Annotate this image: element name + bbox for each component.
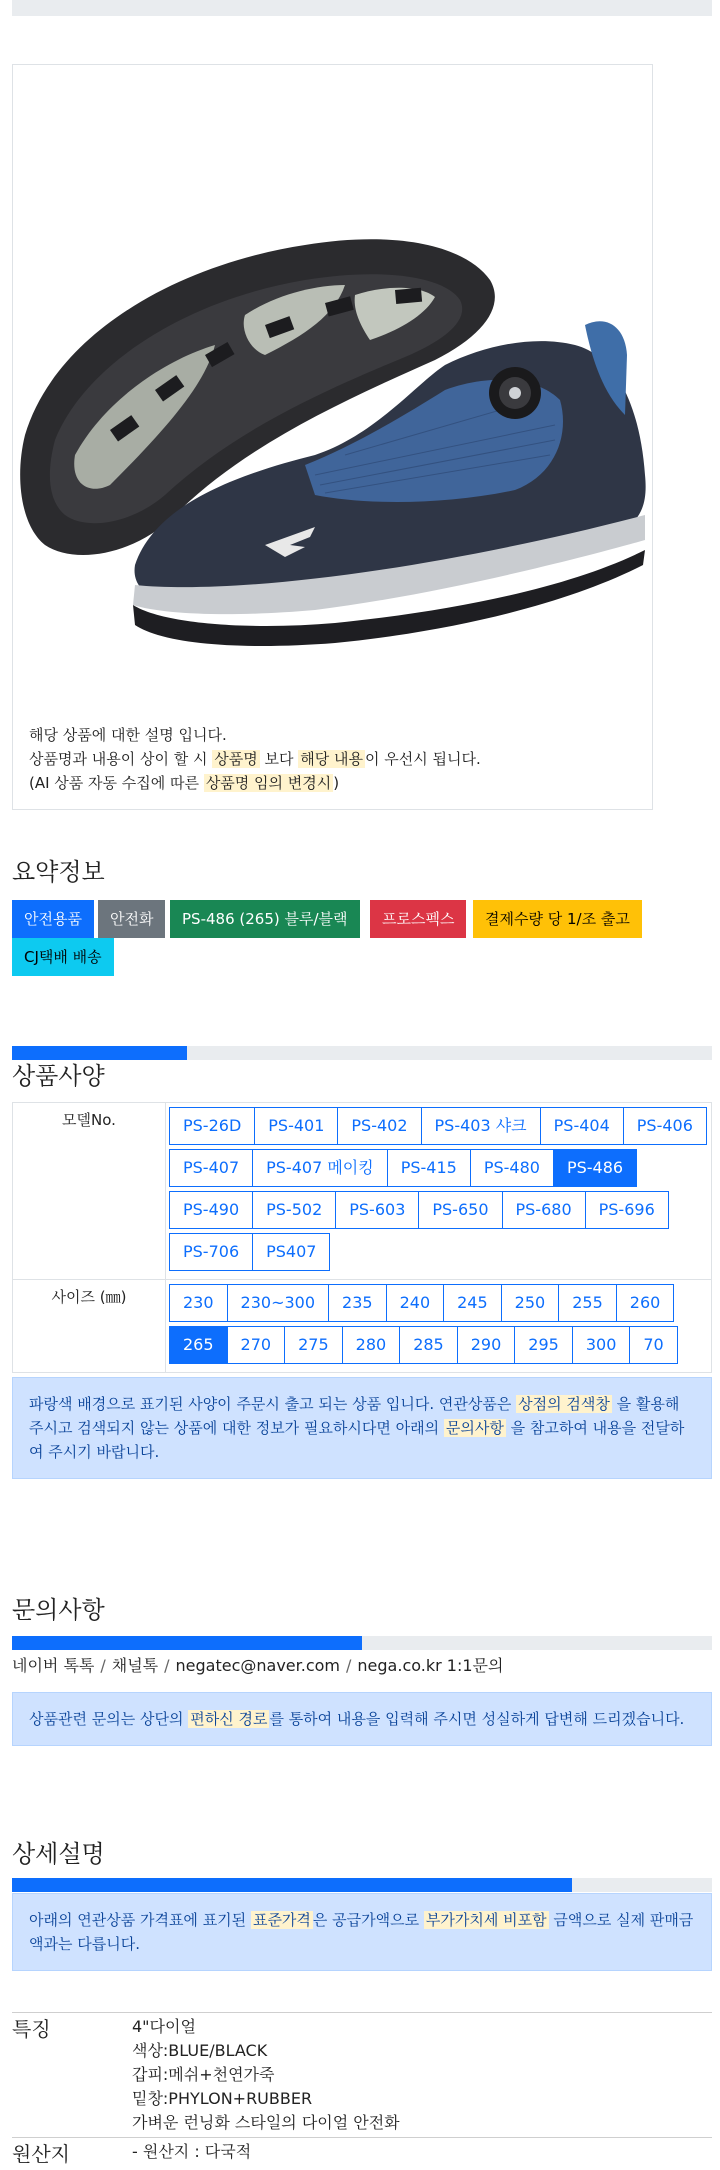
desc-line-3	[29, 771, 481, 795]
product-description	[29, 723, 481, 795]
model-row	[169, 1191, 707, 1233]
size-row	[169, 1326, 707, 1368]
model-option[interactable]: PS-490	[169, 1191, 253, 1229]
model-row	[13, 1103, 712, 1280]
size-option[interactable]: 235	[328, 1284, 387, 1322]
notice-text: 금액으로 실제 판매금액과는 다릅니다.	[29, 1911, 693, 1953]
model-option[interactable]: PS-406	[623, 1107, 707, 1145]
desc-line-2	[29, 747, 481, 771]
size-option[interactable]: 280	[342, 1326, 401, 1364]
feature-line: 가벼운 런닝화 스타일의 다이얼 안전화	[132, 2111, 712, 2135]
inquiry-title: 문의사항	[12, 1594, 105, 1626]
desc-line-1: 해당 상품에 대한 설명 입니다.	[29, 723, 481, 747]
feature-line: 4"다이얼	[132, 2015, 712, 2039]
origin-value: - 원산지 : 다국적	[132, 2138, 712, 2170]
model-option[interactable]: PS-407	[169, 1149, 253, 1187]
notice-highlight: 부가가치세 비포함	[424, 1911, 549, 1929]
model-options	[166, 1103, 712, 1280]
size-row	[169, 1284, 707, 1326]
notice-text: 아래의 연관상품 가격표에 표기된	[29, 1911, 246, 1929]
model-option[interactable]: PS-680	[502, 1191, 586, 1229]
top-bar	[12, 0, 712, 16]
model-option[interactable]: PS-486	[553, 1149, 637, 1187]
origin-row	[12, 2138, 712, 2170]
desc-text: 상품명과 내용이 상이 할 시	[29, 750, 207, 768]
size-option[interactable]: 275	[284, 1326, 343, 1364]
contact-separator: /	[346, 1656, 351, 1675]
notice-text: 파랑색 배경으로 표기된 사양이 주문시 출고 되는 상품 입니다. 연관상품은	[29, 1395, 511, 1413]
model-option[interactable]: PS-404	[540, 1107, 624, 1145]
size-option[interactable]: 285	[399, 1326, 458, 1364]
contact-links	[12, 1653, 503, 1676]
spec-notice	[12, 1377, 712, 1479]
summary-badge: 결제수량 당 1/조 출고	[473, 900, 642, 938]
feature-table	[12, 2012, 712, 2170]
notice-highlight: 문의사항	[444, 1419, 506, 1437]
detail-notice	[12, 1893, 712, 1971]
size-option[interactable]: 255	[558, 1284, 617, 1322]
size-row	[13, 1280, 712, 1373]
summary-title: 요약정보	[12, 856, 105, 888]
inquiry-progress	[12, 1636, 712, 1650]
contact-link[interactable]: 네이버 톡톡	[12, 1656, 94, 1675]
notice-text: 을 활용해 주시고 검색되지 않는 상품에 대한 정보가 필요하시다면 아래의	[29, 1395, 679, 1437]
size-label: 사이즈 (㎜)	[13, 1280, 166, 1373]
size-option[interactable]: 295	[514, 1326, 573, 1364]
summary-badge: 프로스펙스	[370, 900, 466, 938]
desc-highlight: 상품명	[212, 750, 259, 768]
spec-title: 상품사양	[12, 1060, 105, 1092]
desc-highlight: 해당 내용	[298, 750, 365, 768]
model-option[interactable]: PS-401	[254, 1107, 338, 1145]
origin-key: 원산지	[12, 2138, 132, 2170]
contact-separator: /	[100, 1656, 105, 1675]
size-option[interactable]: 265	[169, 1326, 228, 1364]
spec-progress	[12, 1046, 712, 1060]
feature-values	[132, 2013, 712, 2138]
notice-text: 를 통하여 내용을 입력해 주시면 성실하게 답변해 드리겠습니다.	[269, 1710, 684, 1728]
feature-line: 색상:BLUE/BLACK	[132, 2039, 712, 2063]
model-row	[169, 1107, 707, 1149]
feature-row	[12, 2013, 712, 2138]
size-option[interactable]: 230	[169, 1284, 228, 1322]
notice-text: 은 공급가액으로	[313, 1911, 419, 1929]
notice-highlight: 상점의 검색창	[516, 1395, 612, 1413]
size-option[interactable]: 270	[227, 1326, 286, 1364]
model-option[interactable]: PS-403 샤크	[421, 1107, 541, 1145]
size-option[interactable]: 290	[457, 1326, 516, 1364]
notice-text: 상품관련 문의는 상단의	[29, 1710, 183, 1728]
inquiry-notice	[12, 1692, 712, 1746]
desc-highlight: 상품명 임의 변경시	[204, 774, 333, 792]
size-option[interactable]: 240	[386, 1284, 445, 1322]
size-option[interactable]: 70	[629, 1326, 677, 1364]
size-option[interactable]: 260	[616, 1284, 675, 1322]
desc-text: (AI 상품 자동 수집에 따른	[29, 774, 199, 792]
feature-line: 밑창:PHYLON+RUBBER	[132, 2087, 712, 2111]
product-card	[12, 64, 653, 810]
model-option[interactable]: PS-706	[169, 1233, 253, 1271]
model-option[interactable]: PS-407 메이킹	[252, 1149, 388, 1187]
model-option[interactable]: PS-502	[252, 1191, 336, 1229]
model-row	[169, 1233, 707, 1275]
size-option[interactable]: 245	[443, 1284, 502, 1322]
contact-link[interactable]: negatec@naver.com	[176, 1656, 340, 1675]
size-option[interactable]: 230~300	[227, 1284, 329, 1322]
summary-badge: 안전화	[98, 900, 165, 938]
detail-progress	[12, 1878, 712, 1892]
model-option[interactable]: PS-603	[335, 1191, 419, 1229]
desc-text: 보다	[265, 750, 294, 768]
feature-line: 갑피:메쉬+천연가죽	[132, 2063, 712, 2087]
model-option[interactable]: PS-480	[470, 1149, 554, 1187]
notice-highlight: 편하신 경로	[188, 1710, 269, 1728]
desc-text: 이 우선시 됩니다.	[365, 750, 481, 768]
summary-badge: CJ택배 배송	[12, 938, 114, 976]
feature-key: 특징	[12, 2013, 132, 2138]
model-label: 모델No.	[13, 1103, 166, 1280]
size-option[interactable]: 300	[572, 1326, 631, 1364]
model-option[interactable]: PS-26D	[169, 1107, 255, 1145]
summary-badge: PS-486 (265) 블루/블랙	[170, 900, 360, 938]
detail-title: 상세설명	[12, 1838, 105, 1870]
notice-text: 을 참고하여 내용을 전달하여 주시기 바랍니다.	[29, 1419, 684, 1461]
model-option[interactable]: PS-696	[585, 1191, 669, 1229]
notice-highlight: 표준가격	[251, 1911, 313, 1929]
contact-separator: /	[164, 1656, 169, 1675]
desc-text: )	[333, 774, 339, 792]
product-image	[15, 185, 651, 665]
model-row	[169, 1149, 707, 1191]
summary-badge: 안전용품	[12, 900, 94, 938]
spec-table	[12, 1102, 712, 1373]
model-option[interactable]: PS-402	[337, 1107, 421, 1145]
size-options	[166, 1280, 712, 1373]
contact-link[interactable]: nega.co.kr 1:1문의	[357, 1656, 503, 1675]
size-option[interactable]: 250	[501, 1284, 560, 1322]
model-option[interactable]: PS-650	[418, 1191, 502, 1229]
model-option[interactable]: PS-415	[387, 1149, 471, 1187]
contact-link[interactable]: 채널톡	[112, 1656, 158, 1675]
model-option[interactable]: PS407	[252, 1233, 330, 1271]
